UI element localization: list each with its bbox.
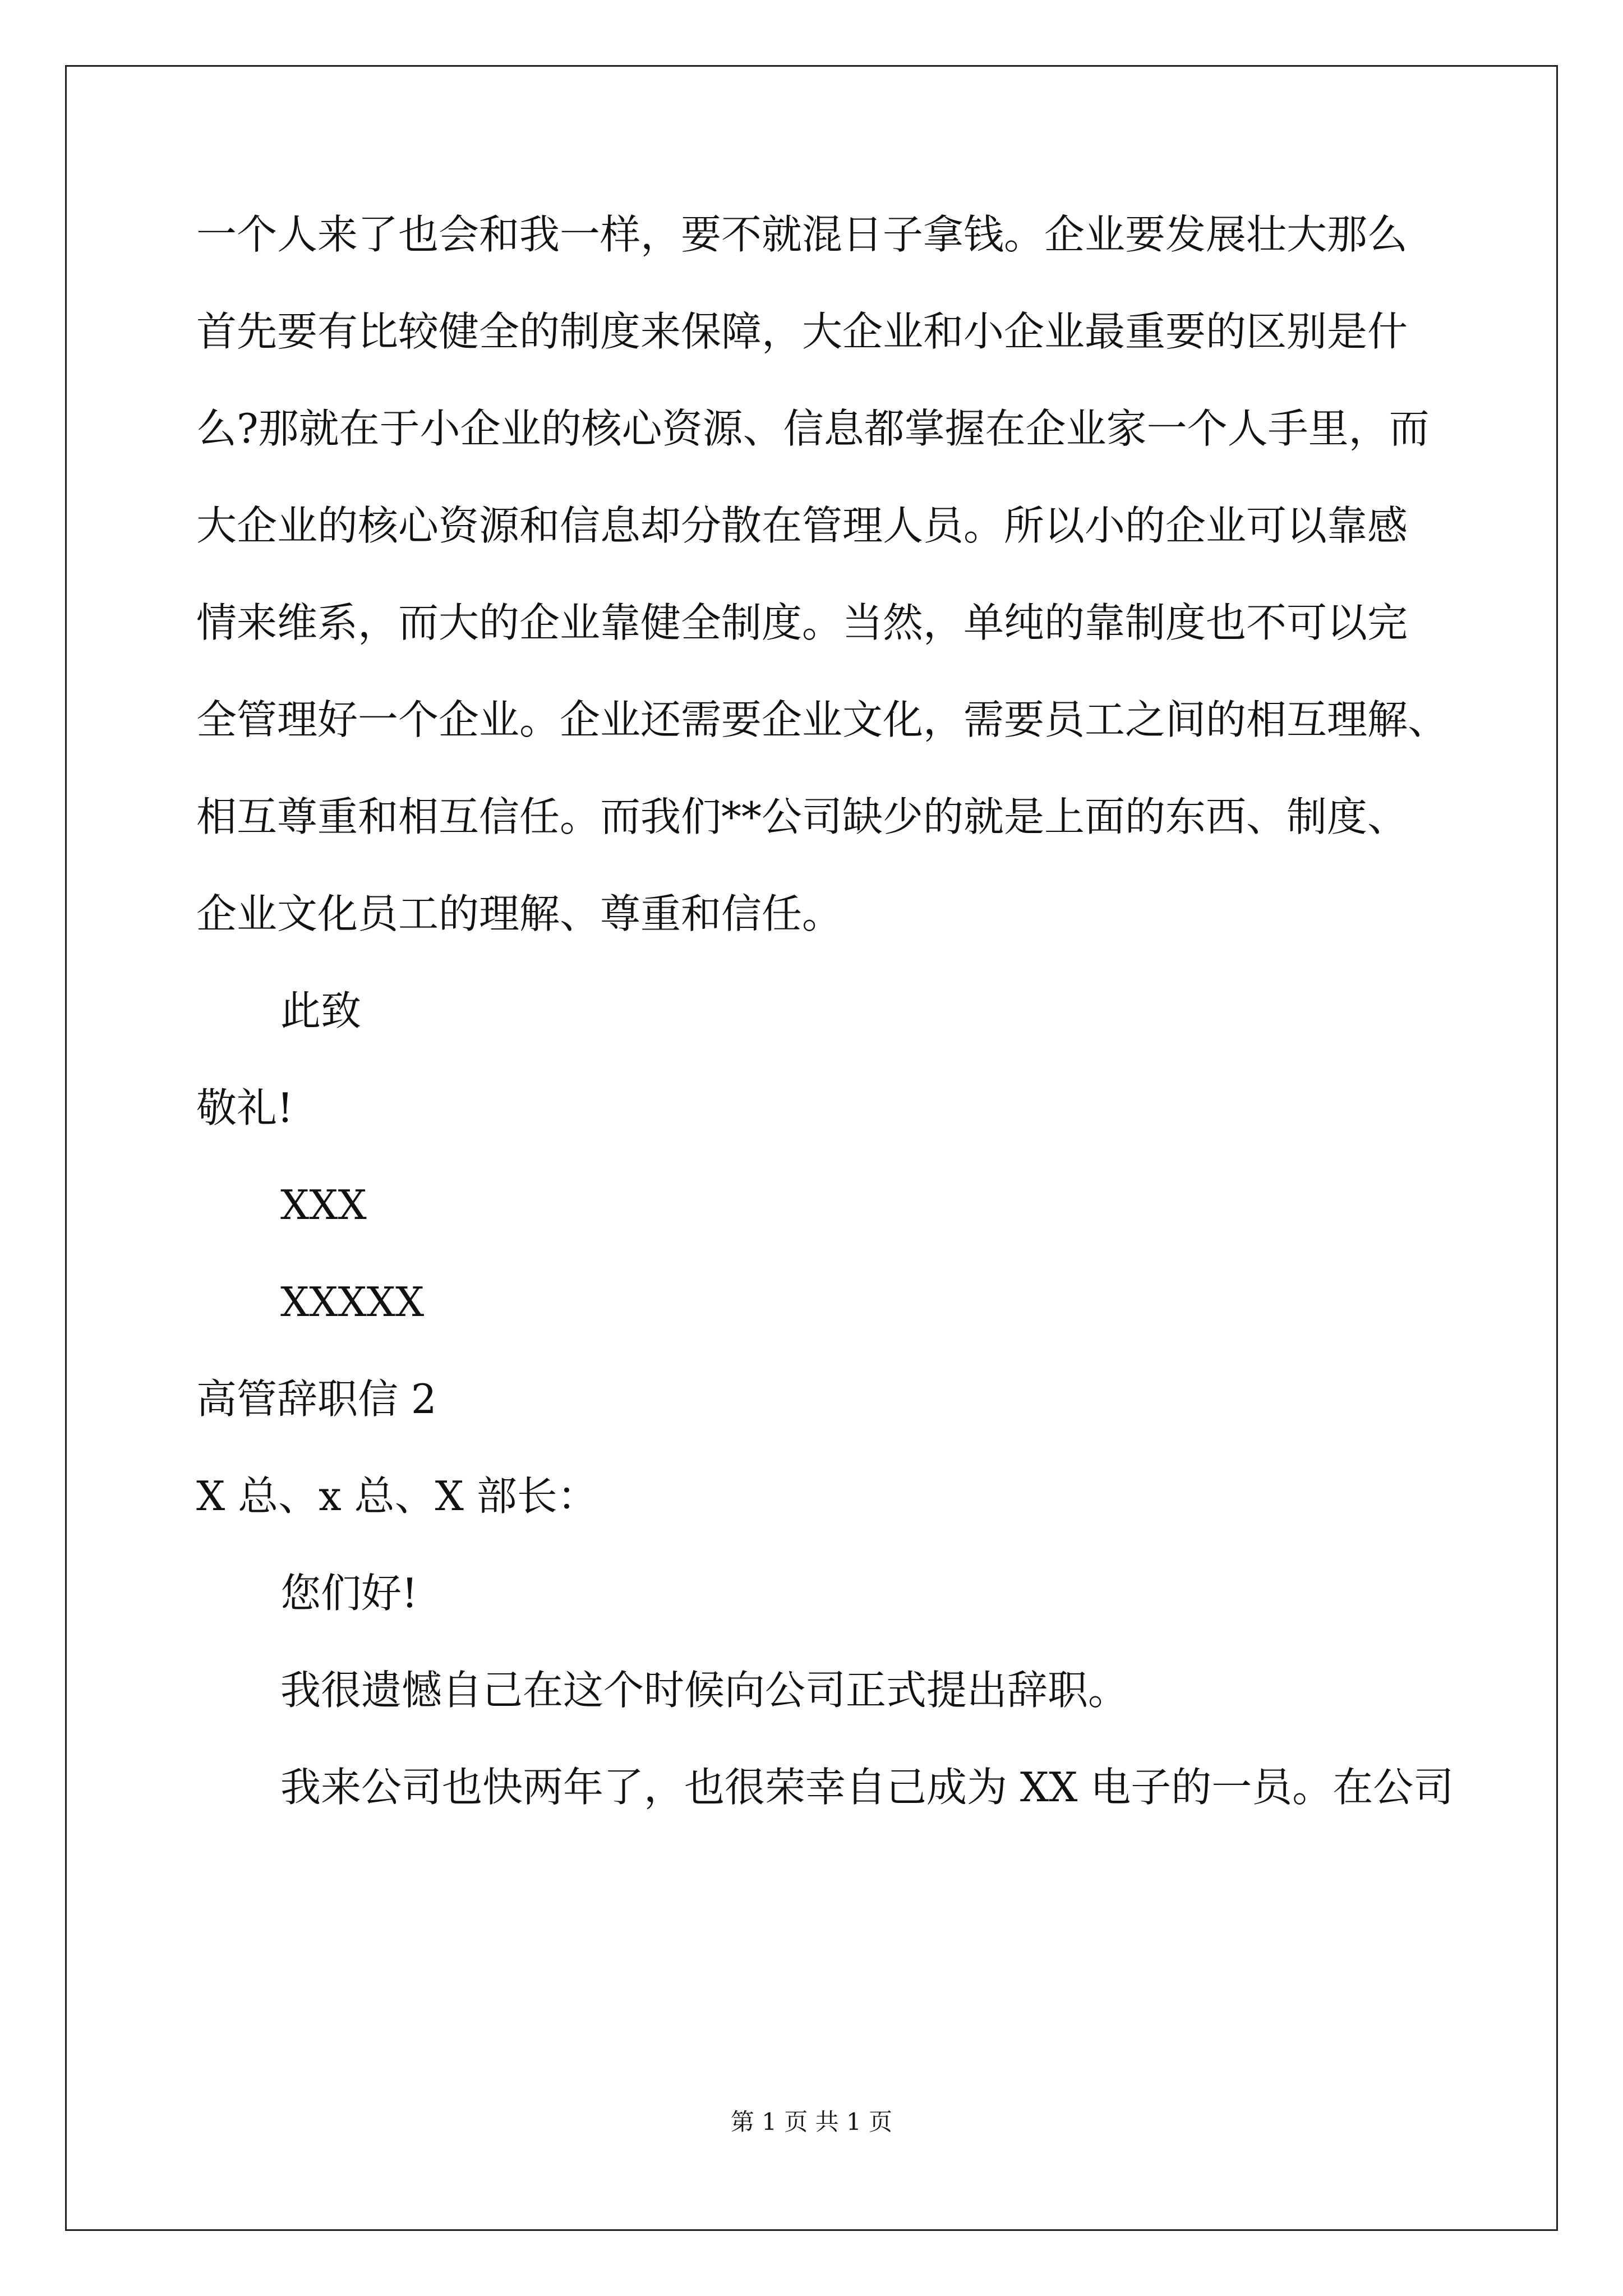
page-footer: 第 1 页 共 1 页 — [730, 2108, 893, 2136]
body-line-3: 么?那就在于小企业的核心资源、信息都掌握在企业家一个人手里，而 — [196, 405, 1430, 452]
page-border — [65, 65, 1558, 2231]
signature-name: XXX — [280, 1181, 367, 1228]
body-line-1: 一个人来了也会和我一样，要不就混日子拿钱。企业要发展壮大那么 — [196, 211, 1408, 258]
salutation: X 总、x 总、X 部长： — [196, 1473, 598, 1520]
body-line-4: 大企业的核心资源和信息却分散在管理人员。所以小的企业可以靠感 — [196, 502, 1408, 549]
greeting: 您们好! — [280, 1570, 418, 1617]
body-line-5: 情来维系，而大的企业靠健全制度。当然，单纯的靠制度也不可以完 — [196, 599, 1408, 646]
closing-ci-zhi: 此致 — [280, 987, 362, 1034]
body-line-6: 全管理好一个企业。企业还需要企业文化，需要员工之间的相互理解、 — [196, 696, 1449, 743]
section-title: 高管辞职信 2 — [196, 1375, 437, 1423]
paragraph-2: 我来公司也快两年了，也很荣幸自己成为 XX 电子的一员。在公司 — [280, 1764, 1454, 1811]
signature-date: XXXXX — [280, 1278, 425, 1326]
body-line-8: 企业文化员工的理解、尊重和信任。 — [196, 890, 843, 937]
paragraph-1: 我很遗憾自己在这个时候向公司正式提出辞职。 — [280, 1667, 1129, 1714]
body-line-2: 首先要有比较健全的制度来保障，大企业和小企业最重要的区别是什 — [196, 308, 1408, 355]
closing-jing-li: 敬礼! — [196, 1084, 293, 1131]
body-line-7: 相互尊重和相互信任。而我们**公司缺少的就是上面的东西、制度、 — [196, 793, 1408, 840]
